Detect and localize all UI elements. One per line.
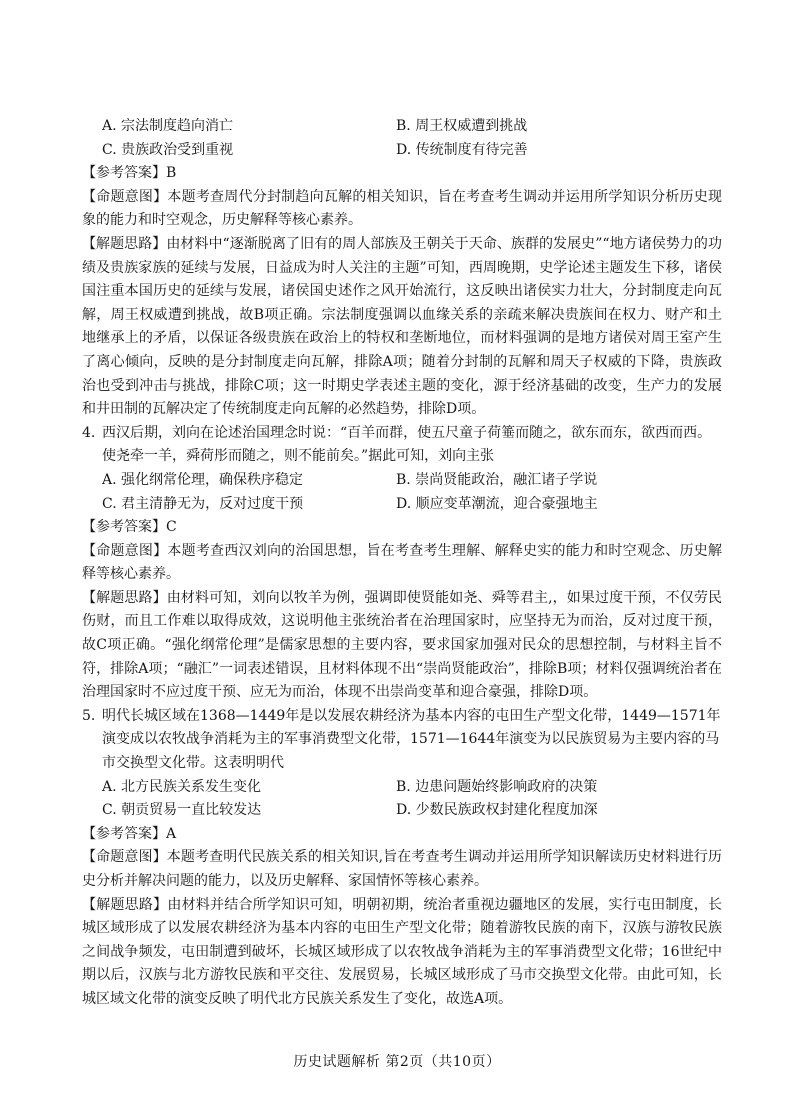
q5-options-row-2	[82, 799, 722, 823]
q5-answer: 【参考答案】A	[82, 825, 177, 842]
q5-option-b: B. 边患问题始终影响政府的决策	[396, 778, 598, 795]
q4-answer: 【参考答案】C	[82, 519, 177, 536]
q4-option-b: B. 崇尚贤能政治，融汇诸子学说	[396, 471, 598, 488]
q4-options-row-2	[82, 493, 722, 517]
q5-stem	[82, 705, 722, 776]
q4-option-c: C. 君主清静无为，反对过度干预	[102, 495, 304, 512]
q5-intent: 【命题意图】本题考查明代民族关系的相关知识,旨在考查考生调动并运用所学知识解读历史材料进行历史分析并解决问题的能力，以及历史解释、家国情怀等核心素养。	[82, 849, 722, 889]
q4-number: 4.	[82, 424, 96, 441]
q5-options-row-1	[82, 776, 722, 800]
q4-stem	[82, 422, 722, 469]
page-footer: 历史试题解析 第2页（共10页）	[293, 1054, 501, 1070]
q4-options-row-1	[82, 469, 722, 493]
q5-stem-text: 明代长城区域在1368—1449年是以发展农耕经济为基本内容的屯田生产型文化带，1449—1571年演变成以农牧战争消耗为主的军事消费型文化带，1571—1644年演变为以民族贸易为主要内容的马市交换型文化带。这表明明代	[102, 707, 721, 772]
q3-intent: 【命题意图】本题考查周代分封制趋向瓦解的相关知识，旨在考查考生调动并运用所学知识分析历史现象的能力和时空观念，历史解释等核心素养。	[82, 188, 722, 229]
q4-intent: 【命题意图】本题考查西汉刘向的治国思想，旨在考查考生理解、解释史实的能力和时空观念、历史解释等核心素养。	[82, 542, 722, 583]
q3-analysis: 【解题思路】由材料中“逐渐脱离了旧有的周人部族及王朝关于天命、族群的发展史”“地方诸侯势力的功绩及贵族家族的延续与发展，日益成为时人关注的主题”可知，西周晚期，史学论述主题发生下移，诸侯国注重本国历史的延续与发展，诸侯国史述作之风开始流行，这反映出诸侯实力壮大，分封制度走向瓦解，周王权威遭到挑战，故B项正确。宗法制度强调以血缘关系的亲疏来解决贵族间在权力、财产和土地继承上的矛盾，以保证各级贵族在政治上的特权和垄断地位，而材料强调的是地方诸侯对周王室产生了离心倾向，反映的是分封制度走向瓦解，排除A项；随着分封制的瓦解和周天子权威的下降，贵族政治也受到冲击与挑战，排除C项；这一时期史学表述主题的变化，源于经济基础的改变，生产力的发展和井田制的瓦解决定了传统制度走向瓦解的必然趋势，排除D项。	[82, 235, 722, 418]
q4-option-a: A. 强化纲常伦理，确保秩序稳定	[102, 471, 304, 488]
q4-stem-text: 西汉后期，刘向在论述治国理念时说：“百羊而群，使五尺童子荷箠而随之，欲东而东，欲西而西。使尧牵一羊，舜荷彤而随之，则不能前矣。”据此可知，刘向主张	[102, 424, 712, 465]
page-content	[82, 115, 722, 1012]
q5-number: 5.	[82, 707, 96, 724]
q3-answer: 【参考答案】B	[82, 165, 177, 182]
q4-option-d: D. 顺应变革潮流，迎合豪强地主	[396, 495, 598, 512]
q4-analysis: 【解题思路】由材料可知，刘向以牧羊为例，强调即使贤能如尧、舜等君主,，如果过度干预，不仅劳民伤财，而且工作难以取得成效，这说明他主张统治者在治理国家时，应坚持无为而治，反对过度干预，故C项正确。“强化纲常伦理”是儒家思想的主要内容，要求国家加强对民众的思想控制，与材料主旨不符，排除A项；“融汇”一词表述错误，且材料体现不出“崇尚贤能政治”，排除B项；材料仅强调统治者在治理国家时不应过度干预、应无为而治，体现不出崇尚变革和迎合豪强，排除D项。	[82, 589, 722, 701]
q3-options-row-2	[82, 139, 722, 163]
q5-option-d: D. 少数民族政权封建化程度加深	[396, 802, 598, 819]
q5-analysis: 【解题思路】由材料并结合所学知识可知，明朝初期，统治者重视边疆地区的发展，实行屯田制度，长城区域形成了以发展农耕经济为基本内容的屯田生产型文化带；随着游牧民族的南下，汉族与游牧民族之间战争频发，屯田制遭到破坏，长城区域形成了以农牧战争消耗为主的军事消费型文化带；16世纪中期以后，汉族与北方游牧民族和平交往、发展贸易，长城区域形成了马市交换型文化带。由此可知，长城区域文化带的演变反映了明代北方民族关系发生了变化，故选A项。	[82, 896, 722, 1007]
q3-options-row-1	[82, 115, 722, 139]
q3-option-a: A. 宗法制度趋向消亡	[102, 118, 234, 134]
q5-option-a: A. 北方民族关系发生变化	[102, 778, 262, 795]
q3-option-c: C. 贵族政治受到重视	[102, 141, 234, 158]
q3-option-b: B. 周王权威遭到挑战	[396, 118, 528, 134]
q5-option-c: C. 朝贡贸易一直比较发达	[102, 802, 262, 819]
q3-option-d: D. 传统制度有待完善	[396, 141, 528, 158]
